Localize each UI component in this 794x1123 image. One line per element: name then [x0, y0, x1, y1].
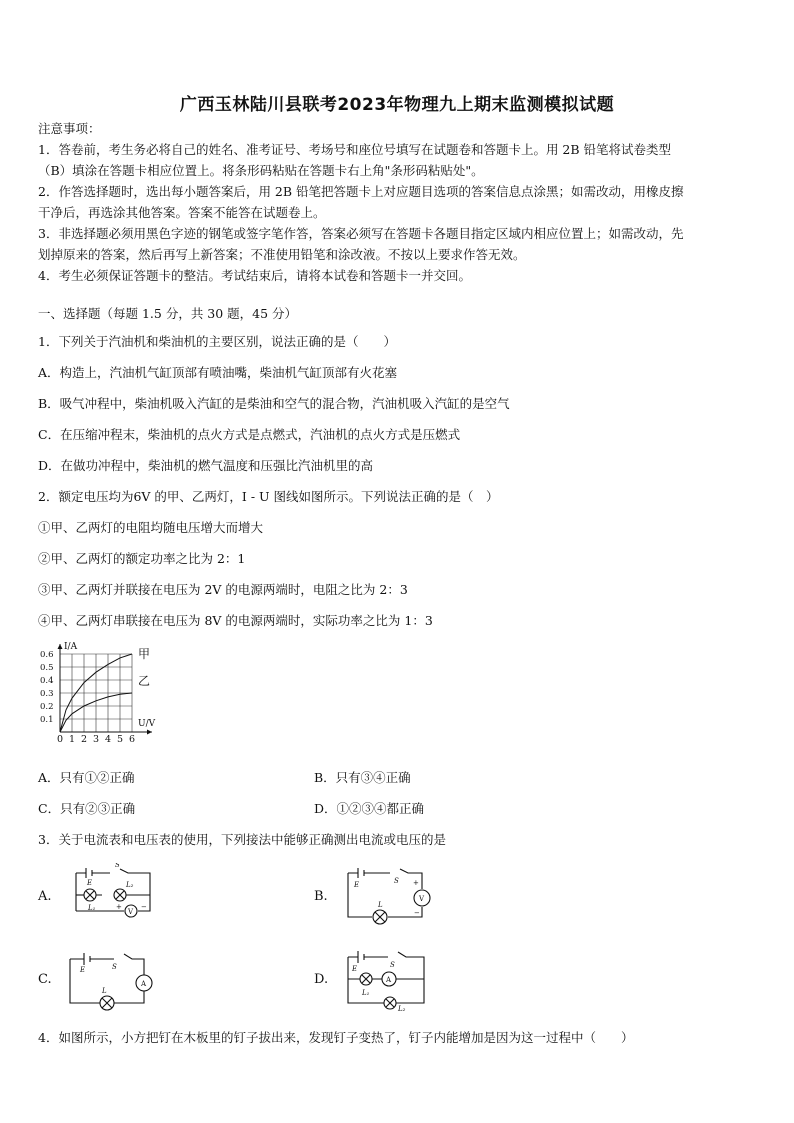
battery-label-e: E: [87, 879, 93, 887]
lamp-label-l2: L₂: [126, 881, 134, 889]
q1-option-c: C．在压缩冲程末，柴油机的点火方式是点燃式，汽油机的点火方式是压燃式: [38, 427, 461, 442]
q2-option-a: A．只有①②正确: [38, 770, 135, 785]
x-tick-label: 1: [69, 734, 76, 745]
circuit-diagram-a: [68, 863, 158, 925]
notice-line: （B）填涂在答题卡相应位置上。将条形码粘贴在答题卡右上角"条形码粘贴处"。: [38, 163, 484, 178]
q2-option-d: D．①②③④都正确: [314, 801, 425, 816]
series-legend-label: 甲: [138, 647, 151, 661]
lamp-label-l: L: [102, 987, 107, 995]
notice-line: 划掉原来的答案，然后再写上新答案；不准使用铅笔和涂改液。不按以上要求作答无效。: [38, 247, 526, 262]
y-tick-label: 0.4: [40, 676, 54, 686]
q2-statement-4: ④甲、乙两灯串联接在电压为 8V 的电源两端时，实际功率之比为 1：3: [38, 613, 433, 628]
ammeter-label: A: [386, 976, 392, 984]
y-tick-label: 0.5: [40, 663, 54, 673]
question-2-stem: 2．额定电压均为6V 的甲、乙两灯，I - U 图线如图所示。下列说法正确的是（ ）: [38, 489, 499, 504]
switch-label-s: S: [390, 961, 395, 969]
circuit-diagram-b: [340, 863, 435, 925]
minus-label: −: [414, 909, 420, 917]
lamp-label-l1: L₁: [362, 989, 370, 997]
voltmeter-label: V: [128, 908, 134, 916]
voltmeter-label: V: [419, 895, 425, 903]
series-legend-label: 乙: [138, 674, 151, 688]
lamp-label-l: L: [378, 901, 383, 909]
q1-option-d: D．在做功冲程中，柴油机的燃气温度和压强比汽油机里的高: [38, 458, 374, 473]
x-tick-label: 2: [81, 734, 88, 745]
q3-option-a-label: A.: [38, 889, 52, 904]
notice-line: 4．考生必须保证答题卡的整洁。考试结束后，请将本试卷和答题卡一并交回。: [38, 268, 471, 283]
q2-statement-1: ①甲、乙两灯的电阻均随电压增大而增大: [38, 520, 264, 535]
q3-option-b-label: B.: [314, 889, 328, 904]
y-tick-label: 0.6: [40, 650, 54, 660]
switch-label-s: S: [112, 963, 117, 971]
q2-statement-3: ③甲、乙两灯并联接在电压为 2V 的电源两端时，电阻之比为 2：3: [38, 582, 408, 597]
section-heading: 一、选择题（每题 1.5 分，共 30 题，45 分）: [38, 306, 298, 321]
plus-label: +: [116, 903, 122, 911]
x-axis-label: U/V: [138, 719, 156, 729]
notice-heading: 注意事项：: [38, 121, 101, 136]
minus-label: −: [141, 903, 147, 911]
battery-label-e: E: [354, 881, 360, 889]
ammeter-label: A: [141, 980, 147, 988]
question-4-stem: 4．如图所示，小方把钉在木板里的钉子拔出来，发现钉子变热了，钉子内能增加是因为这一过程中（ ）: [38, 1030, 634, 1045]
page-title: 广西玉林陆川县联考2023年物理九上期末监测模拟试题: [179, 95, 615, 115]
q2-option-b: B．只有③④正确: [314, 770, 411, 785]
switch-label-s: S: [115, 863, 120, 869]
battery-label-e: E: [352, 965, 358, 973]
x-tick-label: 0: [57, 734, 64, 745]
notice-line: 3．非选择题必须用黑色字迹的钢笔或签字笔作答，答案必须写在答题卡各题目指定区域内相应位置上；如需改动，先: [38, 226, 684, 241]
lamp-label-l1: L₁: [88, 904, 96, 912]
y-axis-label: I/A: [64, 642, 78, 652]
y-tick-label: 0.2: [40, 702, 54, 712]
plus-label: +: [413, 879, 419, 887]
y-axis-arrow: [58, 644, 63, 649]
y-tick-label: 0.3: [40, 689, 54, 699]
x-tick-label: 6: [129, 734, 136, 745]
circuit-diagram-d: [340, 945, 435, 1011]
switch-label-s: S: [394, 877, 399, 885]
x-tick-label: 4: [105, 734, 112, 745]
q1-option-a: A．构造上，汽油机气缸顶部有喷油嘴，柴油机气缸顶部有火花塞: [38, 365, 398, 380]
notice-line: 干净后，再选涂其他答案。答案不能答在试题卷上。: [38, 205, 326, 220]
y-tick-label: 0.1: [40, 715, 54, 725]
iu-chart: [38, 640, 178, 752]
notice-line: 1．答卷前，考生务必将自己的姓名、准考证号、考场号和座位号填写在试题卷和答题卡上。用 2B 铅笔将试卷类型: [38, 142, 672, 157]
x-tick-label: 5: [117, 734, 124, 745]
lamp-label-l2: L₂: [398, 1005, 406, 1011]
q3-option-c-label: C.: [38, 972, 52, 987]
x-axis-arrow: [147, 730, 152, 735]
x-tick-label: 3: [93, 734, 100, 745]
q3-option-d-label: D.: [314, 972, 329, 987]
q2-statement-2: ②甲、乙两灯的额定功率之比为 2：1: [38, 551, 246, 566]
q2-option-c: C．只有②③正确: [38, 801, 136, 816]
notice-line: 2．作答选择题时，选出每小题答案后，用 2B 铅笔把答题卡上对应题目选项的答案信息点涂黑；如需改动，用橡皮擦: [38, 184, 684, 199]
question-3-stem: 3．关于电流表和电压表的使用，下列接法中能够正确测出电流或电压的是: [38, 832, 446, 847]
battery-label-e: E: [80, 966, 86, 974]
q1-option-b: B．吸气冲程中，柴油机吸入汽缸的是柴油和空气的混合物，汽油机吸入汽缸的是空气: [38, 396, 510, 411]
question-1-stem: 1．下列关于汽油机和柴油机的主要区别，说法正确的是（ ）: [38, 334, 396, 349]
circuit-diagram-c: [66, 945, 161, 1011]
